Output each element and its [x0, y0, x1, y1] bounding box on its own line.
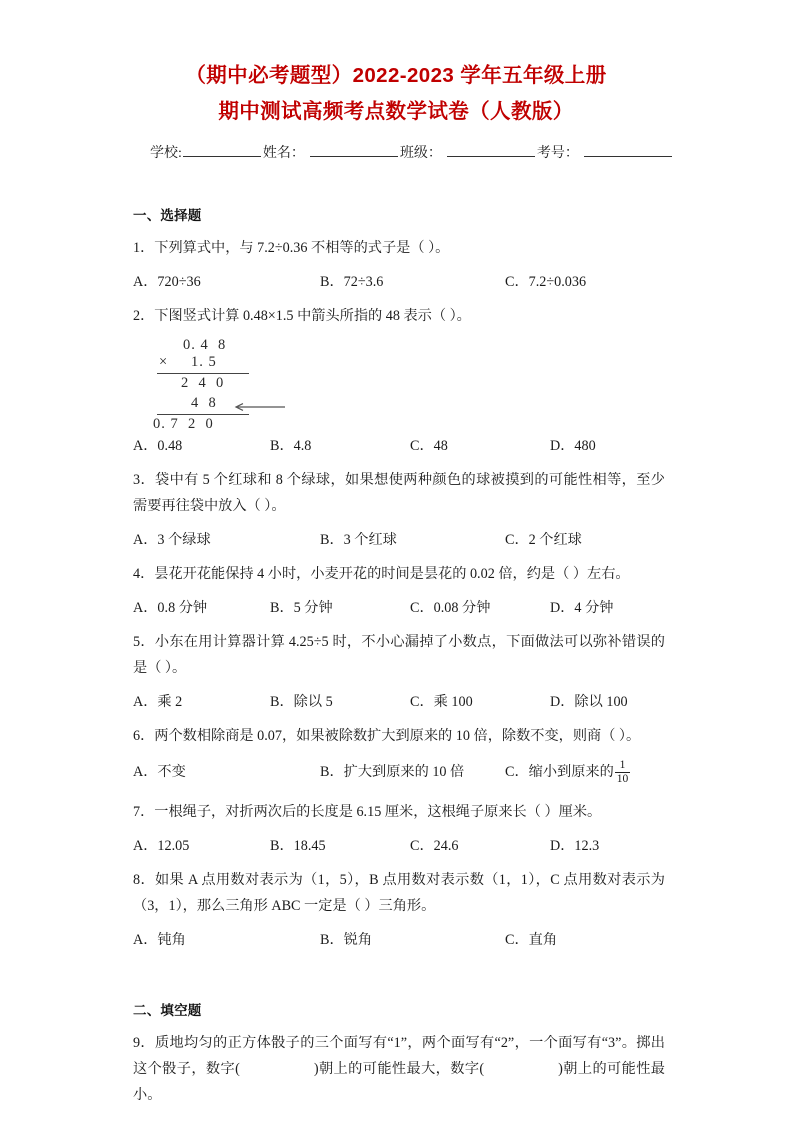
question-7-options: [133, 833, 665, 859]
section-heading-fill-blank: 二、填空题: [133, 1003, 202, 1018]
question-8-options: [133, 927, 665, 953]
class-field[interactable]: [400, 142, 537, 165]
multiplicand: 0. 4 8: [183, 337, 227, 353]
school-blank[interactable]: [183, 142, 261, 157]
option-a[interactable]: A．3 个绿球: [133, 532, 211, 548]
exam-no-label: 考号：: [536, 146, 579, 161]
question-5-text: 5．小东在用计算器计算 4.25÷5 时，不小心漏掉了小数点，下面做法可以弥补错误的是（ ）。: [133, 634, 665, 676]
final-product: 0. 7 2 0: [153, 416, 214, 432]
class-blank[interactable]: [447, 142, 535, 157]
question-3-options: [133, 527, 665, 553]
multiply-operator: ×: [159, 354, 169, 370]
exam-body: [133, 204, 665, 1116]
option-c[interactable]: C．7.2÷0.036: [505, 274, 587, 290]
option-a[interactable]: A．0.48: [133, 438, 183, 454]
name-blank[interactable]: [310, 142, 398, 157]
left-arrow-icon: [233, 402, 285, 412]
fraction-denominator: 10: [616, 773, 629, 786]
option-b[interactable]: B．5 分钟: [270, 600, 333, 616]
option-b[interactable]: B．3 个红球: [320, 532, 397, 548]
fraction-numerator: 1: [619, 759, 626, 772]
class-label: 班级：: [399, 146, 442, 161]
question-8-text: 8．如果 A 点用数对表示为（1，5），B 点用数对表示数（1，1），C 点用数对表示为（3，1），那么三角形 ABC 一定是（ ）三角形。: [133, 872, 665, 914]
option-a[interactable]: A．不变: [133, 764, 186, 780]
question-9-part-1: 9．质地均匀的正方体骰子的三个面写有“1”，两个面写有“2”，一个面写有“3”。掷出这个骰子，数字(: [133, 1035, 665, 1077]
rule-line-bottom: [157, 414, 249, 415]
option-c[interactable]: C．0.08 分钟: [410, 600, 491, 616]
multiplier: 1. 5: [191, 354, 217, 370]
question-1-options: [133, 269, 665, 295]
name-field[interactable]: [263, 142, 400, 165]
option-a[interactable]: A．12.05: [133, 838, 190, 854]
school-field[interactable]: [150, 142, 263, 165]
name-label: 姓名：: [262, 146, 305, 161]
option-d[interactable]: D．4 分钟: [550, 600, 614, 616]
question-4-text: 4．昙花开花能保持 4 小时，小麦开花的时间是昙花的 0.02 倍，约是（ ）左右。: [133, 566, 630, 582]
partial-product-1: 2 4 0: [181, 375, 225, 391]
question-9-text: [133, 1030, 665, 1108]
option-d[interactable]: D．480: [550, 438, 596, 454]
title-line-1: （期中必考题型）2022-2023 学年五年级上册: [185, 64, 607, 87]
option-c[interactable]: C．直角: [505, 932, 558, 948]
partial-product-2: 4 8: [191, 395, 217, 411]
student-info-line: [150, 142, 650, 165]
exam-no-field[interactable]: [537, 142, 674, 165]
school-label: 学校:: [150, 146, 182, 161]
option-c[interactable]: C．24.6: [410, 838, 459, 854]
option-c[interactable]: [505, 757, 631, 787]
question-1-text: 1．下列算式中，与 7.2÷0.36 不相等的式子是（ ）。: [133, 240, 450, 256]
fraction-one-tenth: [615, 759, 631, 786]
title-line-2: 期中测试高频考点数学试卷（人教版）: [218, 100, 574, 123]
option-a[interactable]: A．720÷36: [133, 274, 201, 290]
option-c[interactable]: C．2 个红球: [505, 532, 582, 548]
option-d[interactable]: D．12.3: [550, 838, 600, 854]
question-6-options: [133, 757, 665, 791]
option-b[interactable]: B．18.45: [270, 838, 326, 854]
question-7-text: 7．一根绳子，对折两次后的长度是 6.15 厘米，这根绳子原来长（ ）厘米。: [133, 804, 602, 820]
option-a[interactable]: A．0.8 分钟: [133, 600, 208, 616]
vertical-multiplication-figure: [151, 337, 391, 432]
option-a[interactable]: A．乘 2: [133, 694, 183, 710]
option-a[interactable]: A．钝角: [133, 932, 186, 948]
question-9-part-3: )朝上的可能性最小。: [133, 1061, 665, 1103]
rule-line-top: [157, 373, 249, 374]
question-9-part-2: )朝上的可能性最大，数字(: [313, 1061, 485, 1077]
exam-no-blank[interactable]: [584, 142, 672, 157]
option-c[interactable]: C．乘 100: [410, 694, 473, 710]
question-2-text: 2．下图竖式计算 0.48×1.5 中箭头所指的 48 表示（ ）。: [133, 308, 471, 324]
question-6-text: 6．两个数相除商是 0.07，如果被除数扩大到原来的 10 倍，除数不变，则商（ ）。: [133, 728, 641, 744]
option-b[interactable]: B．4.8: [270, 438, 312, 454]
page-title: [96, 58, 696, 130]
option-b[interactable]: B．扩大到原来的 10 倍: [320, 764, 465, 780]
question-2-options: [133, 433, 665, 459]
question-5-options: [133, 689, 665, 715]
section-spacer: [133, 961, 665, 999]
option-b[interactable]: B．72÷3.6: [320, 274, 384, 290]
option-d[interactable]: D．除以 100: [550, 694, 628, 710]
question-3-text: 3．袋中有 5 个红球和 8 个绿球，如果想使两种颜色的球被摸到的可能性相等，至少需要再往袋中放入（ ）。: [133, 472, 665, 514]
option-b[interactable]: B．除以 5: [270, 694, 333, 710]
question-4-options: [133, 595, 665, 621]
section-heading-choice: 一、选择题: [133, 208, 202, 223]
option-c[interactable]: C．48: [410, 438, 448, 454]
option-c-label: C．缩小到原来的: [505, 764, 614, 780]
option-b[interactable]: B．锐角: [320, 932, 373, 948]
